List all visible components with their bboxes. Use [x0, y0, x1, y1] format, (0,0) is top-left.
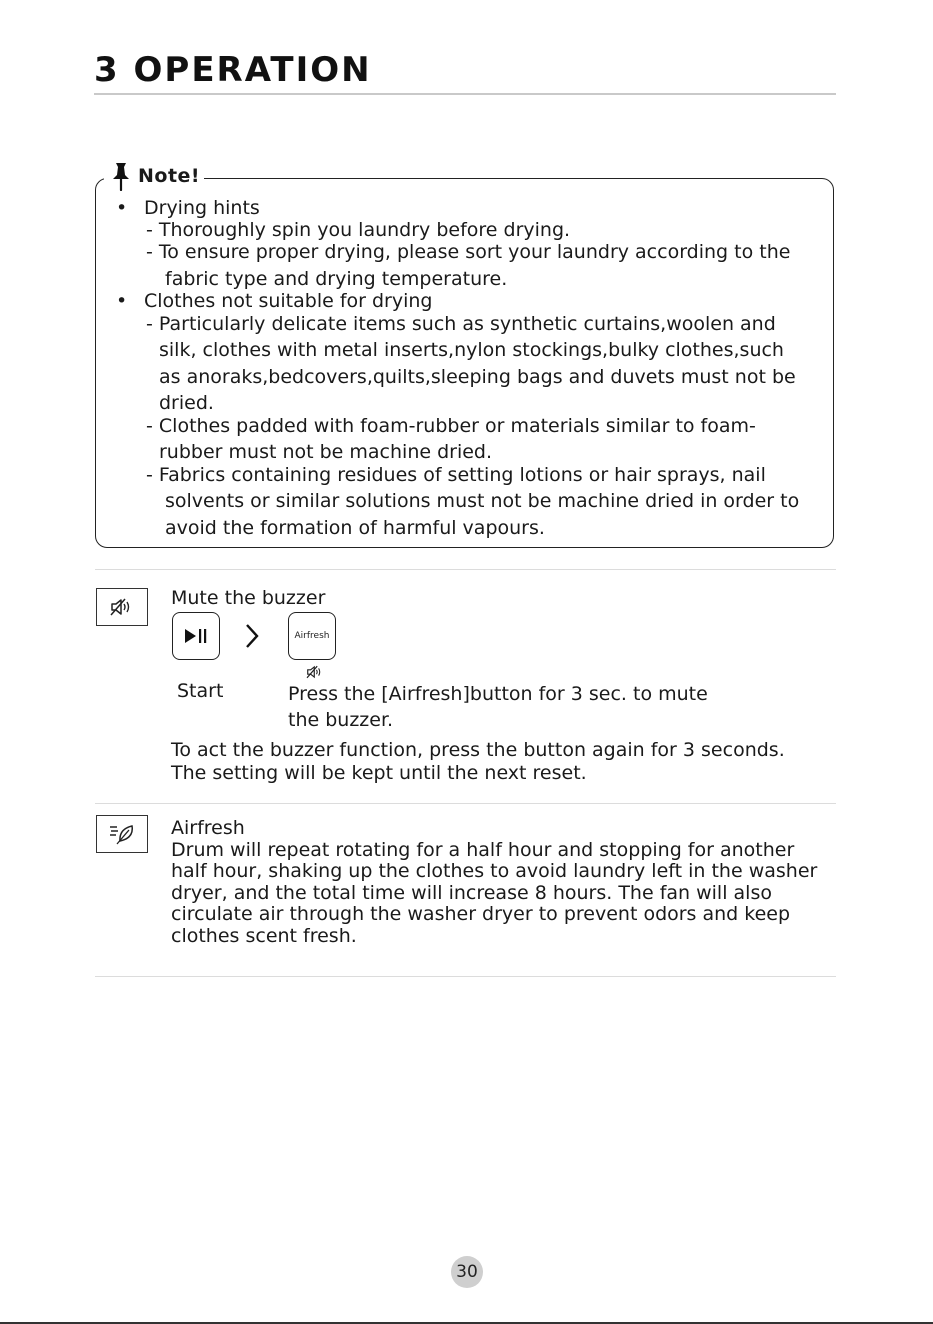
- note-header: [104, 158, 204, 194]
- note-line: - Clothes padded with foam-rubber or materials similar to foam-: [146, 415, 756, 437]
- airfresh-section-icon-box: [96, 815, 148, 853]
- pushpin-icon: [108, 161, 134, 191]
- airfresh-line: half hour, shaking up the clothes to avoid laundry left in the washer: [171, 860, 818, 882]
- mute-instruction-line: Press the [Airfresh]button for 3 sec. to mute: [288, 683, 708, 705]
- note-line: - Thoroughly spin you laundry before drying.: [146, 219, 571, 241]
- note-line: avoid the formation of harmful vapours.: [165, 517, 545, 539]
- airfresh-line: dryer, and the total time will increase 8 hours. The fan will also: [171, 882, 772, 904]
- section-divider: [95, 803, 836, 804]
- airfresh-button-label: Airfresh: [294, 631, 330, 641]
- mute-note-line: The setting will be kept until the next reset.: [171, 762, 587, 784]
- page-number: 30: [451, 1256, 483, 1288]
- note-line: fabric type and drying temperature.: [165, 268, 508, 290]
- note-line: silk, clothes with metal inserts,nylon stockings,bulky clothes,such: [159, 339, 784, 361]
- title-divider: [94, 93, 836, 95]
- note-line: as anoraks,bedcovers,quilts,sleeping bags and duvets must not be: [159, 366, 796, 388]
- airfresh-line: clothes scent fresh.: [171, 925, 357, 947]
- mute-note-line: To act the buzzer function, press the button again for 3 seconds.: [171, 739, 785, 761]
- section-divider: [95, 976, 836, 977]
- mute-instruction-line: the buzzer.: [288, 709, 394, 731]
- airfresh-title: Airfresh: [171, 817, 245, 839]
- note-label: Note!: [138, 165, 201, 187]
- play-pause-icon: [183, 627, 209, 645]
- mute-speaker-icon: [109, 596, 135, 618]
- bullet-dot: •: [116, 197, 128, 219]
- note-bullet-title: Clothes not suitable for drying: [144, 290, 433, 312]
- airfresh-button[interactable]: [288, 612, 336, 660]
- note-line: - To ensure proper drying, please sort your laundry according to the: [146, 241, 791, 263]
- section-divider: [95, 569, 836, 570]
- start-pause-button[interactable]: [172, 612, 220, 660]
- mute-speaker-icon: [304, 664, 326, 680]
- page-title: 3 OPERATION: [94, 50, 372, 90]
- note-line: - Fabrics containing residues of setting lotions or hair sprays, nail: [146, 464, 766, 486]
- note-line: dried.: [159, 392, 214, 414]
- note-line: - Particularly delicate items such as synthetic curtains,woolen and: [146, 313, 776, 335]
- chevron-right-icon: [242, 622, 262, 650]
- note-line: rubber must not be machine dried.: [159, 441, 493, 463]
- start-label: Start: [177, 680, 224, 702]
- mute-section-title: Mute the buzzer: [171, 587, 326, 609]
- bullet-dot: •: [116, 290, 128, 312]
- airfresh-line: Drum will repeat rotating for a half hour and stopping for another: [171, 839, 795, 861]
- airfresh-line: circulate air through the washer dryer to prevent odors and keep: [171, 903, 791, 925]
- airfresh-leaf-icon: [108, 823, 136, 845]
- note-line: solvents or similar solutions must not be machine dried in order to: [165, 490, 800, 512]
- mute-section-icon-box: [96, 588, 148, 626]
- note-bullet-title: Drying hints: [144, 197, 260, 219]
